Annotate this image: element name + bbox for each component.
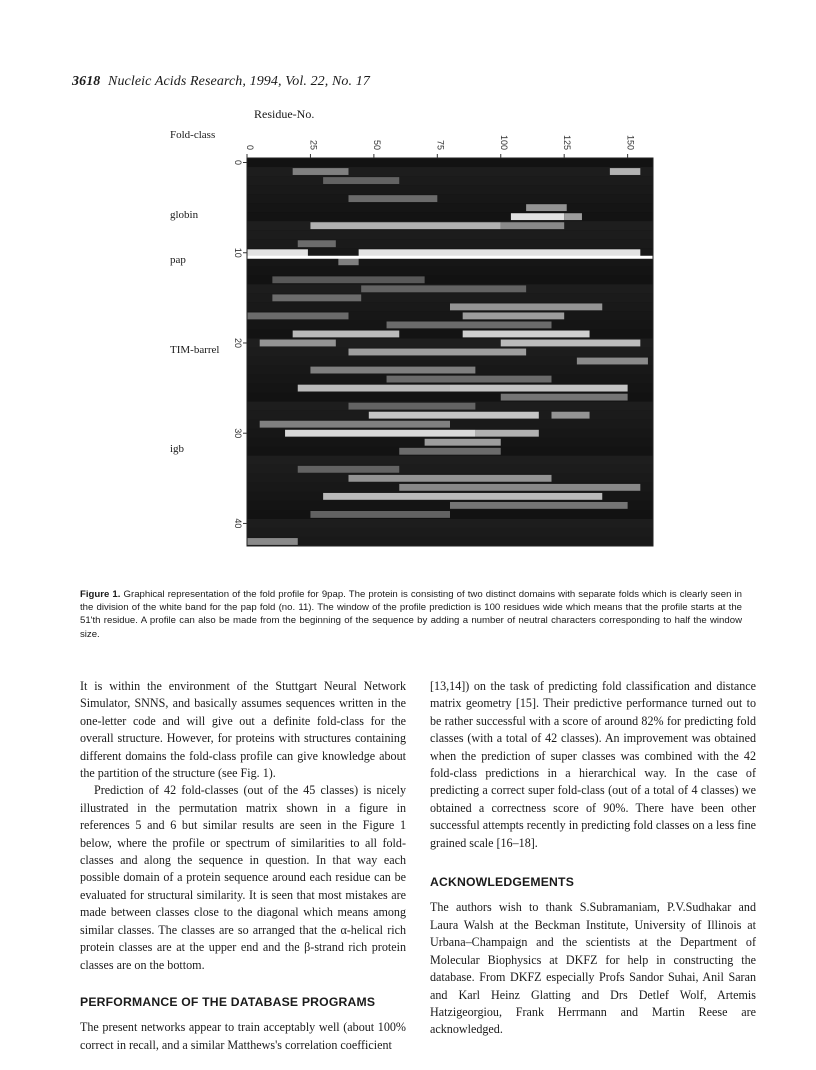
caption-label: Figure 1. — [80, 589, 121, 600]
x-tick-label: 75 — [435, 139, 446, 150]
heatmap-cell — [323, 177, 399, 184]
heatmap-row — [247, 266, 653, 275]
heatmap-cell — [298, 385, 450, 392]
paragraph: It is within the environment of the Stuttgart Neural Network Simulator, SNNS, and basically assumes sequences written in the one-letter code and will give out a definite fold-class for the overall structure. However, for proteins with structures containing different domains the fold-class profile can give knowledge about the partition of the structure (see Fig. 1). — [80, 679, 406, 781]
x-tick-label: 150 — [625, 134, 636, 150]
heatmap-cell — [526, 204, 567, 211]
x-tick-label: 0 — [245, 144, 255, 150]
right-column — [430, 678, 756, 1039]
heatmap-cell — [369, 412, 539, 419]
y-tick-label: 20 — [233, 337, 243, 348]
heatmap-cell — [501, 340, 641, 347]
heatmap-cell — [463, 312, 565, 319]
heatmap-cell — [310, 511, 450, 518]
paragraph: Prediction of 42 fold-classes (out of the 45 classes) is nicely illustrated in the permutation matrix shown in a figure in references 5 and 6 but similar results are seen in the Figure 1 below, where the profile or spectrum of similarities to all fold-classes and along the sequence in question. In that way each possible domain of a protein sequence around each residue can be evaluated for structural similarity. It is seen that most mistakes are made between classes close to the diagonal which means among similar classes. The classes are so arranged that the α-helical rich protein classes are at the upper end and the β-strand rich protein classes are on the bottom. — [80, 783, 406, 972]
page-number: 3618 — [72, 74, 101, 89]
y-tick-label: 30 — [233, 428, 243, 439]
heatmap-row — [247, 158, 653, 167]
heatmap-cell — [272, 276, 424, 283]
heatmap-cell — [610, 168, 640, 175]
band-separator — [247, 256, 653, 259]
heatmap-cell — [577, 358, 648, 365]
x-axis-label: Residue-No. — [254, 107, 315, 121]
acknowledgements-text: The authors wish to thank S.Subramaniam, P.V.Sudhakar and Laura Walsh at the Beckman Institute, University of Illinois at Urbana–Champaign and the scientists at the Department of Molecular Biophysics at DKFZ for help in constructing the database. From DKFZ especially Profs Sandor Suhai, Anil Saran and Karl Heinz Glatting and Drs Detlef Wolf, Artemis Hatzigeorgiou, Frank Herrmann and Martin Reese are acknowledged. — [430, 900, 756, 1037]
heatmap-cell — [272, 294, 361, 301]
heatmap-cell — [399, 448, 501, 455]
heatmap-cell — [260, 421, 450, 428]
heatmap-cell — [298, 240, 336, 247]
section-heading: PERFORMANCE OF THE DATABASE PROGRAMS — [80, 994, 376, 1009]
heatmap-cell — [310, 367, 475, 374]
journal-citation: Nucleic Acids Research, 1994, Vol. 22, No. 17 — [108, 74, 370, 89]
caption-text: Graphical representation of the fold profile for 9pap. The protein is consisting of two distinct domains with separate folds which is clearly seen in the division of the white band for the pap fold (no. 11). The window of the profile prediction is 100 residues wide which means that the profile starts at the 51'th residue. A profile can also be made from the beginning of the sequence by adding a number of neutral characters corresponding to half the window size. — [80, 589, 743, 640]
heatmap-cell — [361, 285, 526, 292]
acknowledgements-heading: ACKNOWLEDGEMENTS — [430, 875, 575, 890]
fold-class-label: globin — [170, 208, 199, 221]
running-head — [72, 74, 370, 90]
heatmap-row — [247, 528, 653, 537]
heatmap-row — [247, 194, 653, 203]
heatmap-cell — [501, 394, 628, 401]
fold-class-label: pap — [170, 253, 186, 266]
heatmap-cell — [338, 258, 358, 265]
heatmap-cell — [349, 403, 476, 410]
heatmap-cell — [387, 322, 552, 329]
fold-profile-heatmap — [160, 100, 680, 560]
heatmap-row — [247, 185, 653, 194]
heatmap-cell — [247, 312, 349, 319]
fold-class-label: TIM-barrel — [170, 344, 220, 356]
heatmap-cell — [247, 249, 308, 256]
x-tick-label: 25 — [308, 139, 319, 150]
paragraph: The present networks appear to train acceptably well (about 100% correct in recall, and a similar Matthews's correlation coefficient — [80, 1020, 406, 1052]
x-tick-label: 100 — [498, 134, 509, 150]
heatmap-cell — [298, 466, 400, 473]
y-axis-title: Fold-class — [170, 129, 216, 141]
figure-1 — [160, 100, 680, 560]
heatmap-cell — [511, 213, 564, 220]
left-column — [80, 678, 406, 1054]
heatmap-cell — [552, 412, 590, 419]
heatmap-row — [247, 212, 653, 221]
heatmap-cell — [425, 439, 501, 446]
y-tick-label: 10 — [233, 247, 243, 258]
heatmap-cell — [293, 168, 349, 175]
heatmap-row — [247, 519, 653, 528]
heatmap-cell — [463, 331, 590, 338]
x-tick-label: 125 — [562, 134, 573, 150]
heatmap-cell — [359, 249, 641, 256]
heatmap-cell — [564, 213, 582, 220]
heatmap-cell — [387, 376, 552, 383]
heatmap-row — [247, 456, 653, 465]
heatmap-row — [247, 176, 653, 185]
heatmap-cell — [293, 331, 400, 338]
heatmap-cell — [450, 303, 602, 310]
fold-class-label: igb — [170, 443, 185, 456]
paragraph: [13,14]) on the task of predicting fold classification and distance matrix geometry [15]. Their predictive performance turned out to be rather successful with a score of around 82% for predicting fold classes (with a total of 42 classes). An improvement was obtained when the prediction of super classes was combined with the 42 fold-class predictions in a hierarchical way. In the case of predicting a correct super fold-class (out of a total of 4 classes) we obtained a correctness score of 90%. There have been other successful attempts recently in predicting fold classes on a less fine grained scale [16–18]. — [430, 679, 756, 850]
heatmap-cell — [285, 430, 475, 437]
heatmap-cell — [349, 349, 527, 356]
heatmap-cell — [501, 222, 564, 229]
figure-caption — [80, 588, 742, 641]
y-tick-label: 40 — [233, 518, 243, 529]
heatmap-cell — [310, 222, 500, 229]
heatmap-cell — [399, 484, 640, 491]
y-tick-label: 0 — [233, 160, 243, 166]
heatmap-row — [247, 203, 653, 212]
heatmap-cell — [247, 538, 298, 545]
heatmap-cell — [260, 340, 336, 347]
heatmap-cell — [323, 493, 602, 500]
heatmap-cell — [450, 385, 628, 392]
x-tick-label: 50 — [371, 139, 382, 150]
heatmap-cell — [349, 195, 438, 202]
heatmap-row — [247, 537, 653, 546]
heatmap-cell — [450, 502, 628, 509]
heatmap-cell — [475, 430, 538, 437]
heatmap-cell — [349, 475, 552, 482]
heatmap-row — [247, 230, 653, 239]
